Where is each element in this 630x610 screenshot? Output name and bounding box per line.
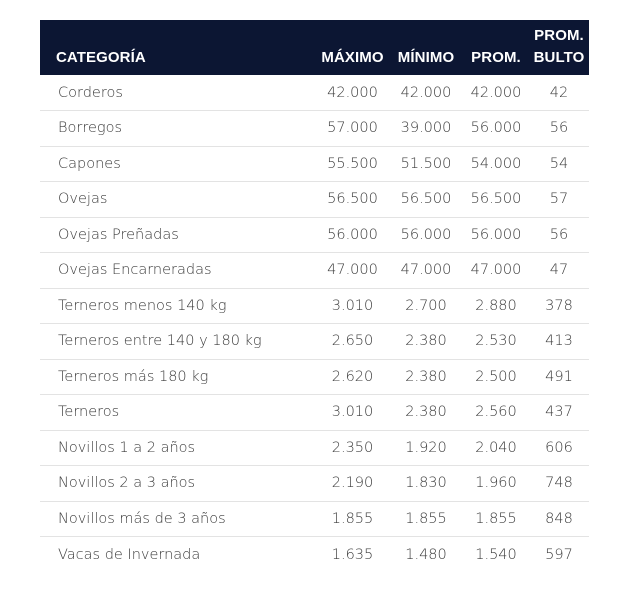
cell-minimo: 42.000 bbox=[389, 75, 463, 111]
header-row bbox=[40, 20, 589, 75]
cell-categoria: Borregos bbox=[40, 111, 316, 147]
cell-minimo: 2.700 bbox=[389, 288, 463, 324]
cell-prom: 2.880 bbox=[463, 288, 529, 324]
cell-minimo: 56.000 bbox=[389, 217, 463, 253]
cell-maximo: 1.855 bbox=[316, 501, 389, 537]
cell-prom-bulto: 437 bbox=[529, 395, 589, 431]
cell-prom: 2.040 bbox=[463, 430, 529, 466]
cell-prom: 56.000 bbox=[463, 217, 529, 253]
table-row bbox=[40, 111, 589, 147]
cell-prom: 42.000 bbox=[463, 75, 529, 111]
table-row bbox=[40, 75, 589, 111]
cell-prom-bulto: 378 bbox=[529, 288, 589, 324]
table-header bbox=[40, 20, 589, 75]
cell-prom-bulto: 57 bbox=[529, 182, 589, 218]
header-minimo: MÍNIMO bbox=[397, 49, 455, 66]
cell-prom: 56.000 bbox=[463, 111, 529, 147]
cell-prom-bulto: 748 bbox=[529, 466, 589, 502]
cell-minimo: 47.000 bbox=[389, 253, 463, 289]
cell-categoria: Ovejas bbox=[40, 182, 316, 218]
cell-prom: 54.000 bbox=[463, 146, 529, 182]
cell-maximo: 56.000 bbox=[316, 217, 389, 253]
cell-prom-bulto: 54 bbox=[529, 146, 589, 182]
cell-categoria: Ovejas Encarneradas bbox=[40, 253, 316, 289]
cell-prom: 1.540 bbox=[475, 546, 517, 563]
cell-prom: 1.855 bbox=[463, 501, 529, 537]
cell-maximo: 2.350 bbox=[316, 430, 389, 466]
cell-minimo: 51.500 bbox=[389, 146, 463, 182]
cell-minimo: 1.830 bbox=[389, 466, 463, 502]
cell-prom-bulto: 56 bbox=[529, 111, 589, 147]
cell-prom-bulto: 47 bbox=[529, 253, 589, 289]
header-prom-bulto bbox=[529, 20, 589, 75]
price-table-container bbox=[40, 20, 589, 572]
cell-prom-bulto: 413 bbox=[529, 324, 589, 360]
cell-prom: 1.960 bbox=[463, 466, 529, 502]
table-row bbox=[40, 288, 589, 324]
cell-prom-bulto: 56 bbox=[529, 217, 589, 253]
header-prom: PROM. bbox=[471, 49, 521, 66]
header-prom-bulto-line1: PROM. bbox=[534, 27, 584, 44]
cell-prom: 47.000 bbox=[463, 253, 529, 289]
cell-maximo: 1.635 bbox=[331, 546, 374, 563]
table-row bbox=[40, 146, 589, 182]
cell-categoria: Terneros entre 140 y 180 kg bbox=[40, 324, 316, 360]
cell-categoria: Terneros menos 140 kg bbox=[40, 288, 316, 324]
cell-prom: 2.500 bbox=[463, 359, 529, 395]
header-prom-bulto-line2: BULTO bbox=[533, 49, 585, 66]
cell-categoria: Ovejas Preñadas bbox=[40, 217, 316, 253]
table-row bbox=[40, 253, 589, 289]
table-row bbox=[40, 501, 589, 537]
cell-maximo: 3.010 bbox=[316, 395, 389, 431]
cell-maximo: 42.000 bbox=[316, 75, 389, 111]
cell-prom-bulto: 491 bbox=[529, 359, 589, 395]
price-table bbox=[40, 20, 589, 572]
table-row bbox=[40, 395, 589, 431]
table-row bbox=[40, 182, 589, 218]
cell-prom: 56.500 bbox=[463, 182, 529, 218]
header-maximo: MÁXIMO bbox=[321, 49, 384, 66]
cell-minimo: 1.920 bbox=[389, 430, 463, 466]
cell-categoria: Terneros bbox=[40, 395, 316, 431]
cell-minimo: 39.000 bbox=[389, 111, 463, 147]
cell-categoria: Terneros más 180 kg bbox=[40, 359, 316, 395]
cell-prom-bulto: 848 bbox=[529, 501, 589, 537]
table-row bbox=[40, 466, 589, 502]
table-row bbox=[40, 359, 589, 395]
cell-prom: 2.530 bbox=[463, 324, 529, 360]
table-row bbox=[40, 324, 589, 360]
cell-maximo: 2.620 bbox=[316, 359, 389, 395]
cell-prom-bulto: 597 bbox=[545, 546, 573, 563]
cell-prom-bulto: 606 bbox=[529, 430, 589, 466]
cell-maximo: 47.000 bbox=[316, 253, 389, 289]
cell-minimo: 2.380 bbox=[389, 324, 463, 360]
cell-categoria: Novillos 1 a 2 años bbox=[40, 430, 316, 466]
cell-categoria: Novillos 2 a 3 años bbox=[40, 466, 316, 502]
table-row bbox=[40, 537, 589, 573]
cell-prom: 2.560 bbox=[463, 395, 529, 431]
cell-minimo: 2.380 bbox=[389, 359, 463, 395]
cell-minimo: 2.380 bbox=[389, 395, 463, 431]
cell-maximo: 2.650 bbox=[316, 324, 389, 360]
cell-minimo: 1.855 bbox=[389, 501, 463, 537]
cell-minimo: 1.480 bbox=[405, 546, 447, 563]
header-categoria: CATEGORÍA bbox=[56, 49, 146, 66]
table-body bbox=[40, 75, 589, 572]
cell-categoria: Novillos más de 3 años bbox=[40, 501, 316, 537]
cell-minimo: 56.500 bbox=[389, 182, 463, 218]
cell-categoria: Vacas de Invernada bbox=[58, 546, 201, 563]
cell-maximo: 56.500 bbox=[316, 182, 389, 218]
cell-maximo: 2.190 bbox=[316, 466, 389, 502]
table-row bbox=[40, 430, 589, 466]
cell-prom-bulto: 42 bbox=[529, 75, 589, 111]
cell-maximo: 57.000 bbox=[316, 111, 389, 147]
cell-categoria: Corderos bbox=[40, 75, 316, 111]
cell-maximo: 3.010 bbox=[316, 288, 389, 324]
cell-categoria: Capones bbox=[40, 146, 316, 182]
cell-maximo: 55.500 bbox=[316, 146, 389, 182]
table-row bbox=[40, 217, 589, 253]
